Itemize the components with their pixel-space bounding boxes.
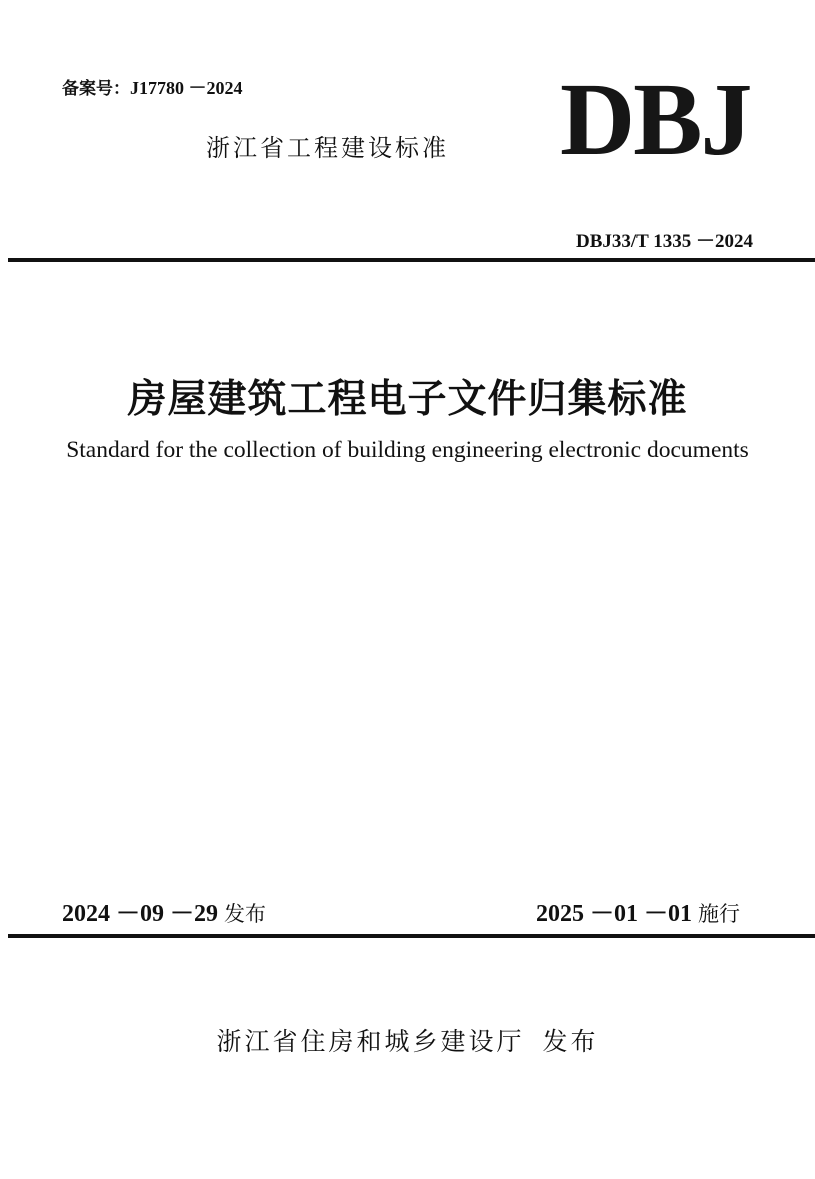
- top-divider: [8, 258, 815, 262]
- effective-date-value: 2025 －01 －01: [536, 901, 692, 927]
- standard-code: DBJ33/T 1335 －2024: [575, 231, 753, 252]
- effective-date: [536, 893, 740, 928]
- effective-date-label: 施行: [698, 902, 740, 926]
- filing-number: [62, 74, 243, 100]
- release-date: [62, 893, 266, 928]
- filing-label: 备案号：: [62, 79, 130, 99]
- dbj-logo: DBJ: [560, 62, 751, 177]
- bottom-divider: [8, 934, 815, 938]
- publisher-name: 浙江省住房和城乡建设厅: [216, 1027, 525, 1056]
- filing-number-value: J17780 －2024: [130, 78, 243, 98]
- document-title-english: Standard for the collection of building engineering electronic documents: [66, 437, 749, 463]
- publisher-action: 发布: [542, 1027, 599, 1056]
- standard-category: 浙江省工程建设标准: [206, 134, 449, 162]
- release-date-value: 2024 －09 －29: [62, 901, 218, 927]
- publisher: [0, 1022, 815, 1058]
- release-date-label: 发布: [224, 902, 266, 926]
- document-title-chinese: 房屋建筑工程电子文件归集标准: [127, 376, 688, 422]
